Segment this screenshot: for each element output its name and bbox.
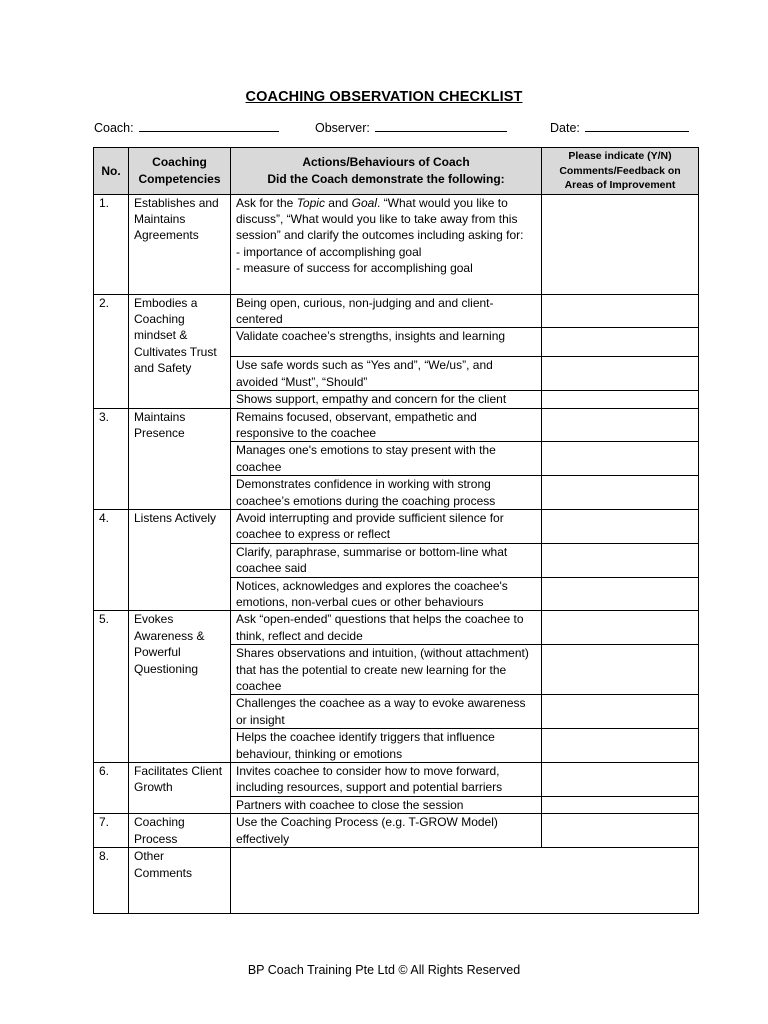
- action-text: Ask for the: [236, 195, 297, 210]
- feedback-cell[interactable]: [542, 194, 699, 294]
- observer-field[interactable]: [315, 119, 507, 135]
- action-bullet: - importance of accomplishing goal: [236, 244, 422, 259]
- table-header-row: [94, 148, 699, 195]
- section-number: 7.: [94, 814, 129, 848]
- date-blank-line[interactable]: [585, 119, 689, 132]
- table-row: [94, 611, 699, 645]
- section-number: 4.: [94, 509, 129, 610]
- action-topic-italic: Topic: [296, 195, 325, 210]
- document-title: COACHING OBSERVATION CHECKLIST: [245, 89, 523, 105]
- action-cell: Challenges the coachee as a way to evoke awareness or insight: [231, 695, 542, 729]
- action-goal-italic: Goal: [351, 195, 378, 210]
- coach-label: Coach:: [94, 121, 134, 135]
- table-row: [94, 814, 699, 848]
- other-comments-cell[interactable]: [231, 848, 699, 914]
- action-cell: Use the Coaching Process (e.g. T-GROW Model) effectively: [231, 814, 542, 848]
- table-row: [94, 194, 699, 294]
- feedback-cell[interactable]: [542, 729, 699, 763]
- feedback-cell[interactable]: [542, 509, 699, 543]
- action-cell: Avoid interrupting and provide sufficient silence for coachee to express or reflect: [231, 509, 542, 543]
- feedback-cell[interactable]: [542, 357, 699, 391]
- section-number: 8.: [94, 848, 129, 914]
- table-row: [94, 848, 699, 914]
- footer-copyright: BP Coach Training Pte Ltd © All Rights Reserved: [247, 963, 521, 977]
- action-cell: Notices, acknowledges and explores the coachee's emotions, non-verbal cues or other behaviours: [231, 577, 542, 611]
- competency-cell: Maintains Presence: [129, 408, 231, 509]
- checklist-table: [93, 147, 699, 914]
- feedback-cell[interactable]: [542, 577, 699, 611]
- feedback-cell[interactable]: [542, 814, 699, 848]
- feedback-cell[interactable]: [542, 796, 699, 813]
- header-no: No.: [94, 148, 129, 195]
- table-row: [94, 408, 699, 442]
- date-label: Date:: [550, 121, 580, 135]
- feedback-cell[interactable]: [542, 695, 699, 729]
- date-field[interactable]: [550, 119, 689, 135]
- header-actions-line1: Actions/Behaviours of Coach: [302, 155, 470, 170]
- feedback-cell[interactable]: [542, 442, 699, 476]
- action-cell: Demonstrates confidence in working with strong coachee’s emotions during the coaching process: [231, 476, 542, 510]
- feedback-cell[interactable]: [542, 645, 699, 695]
- action-cell: Validate coachee’s strengths, insights and learning: [231, 328, 542, 357]
- competency-cell: Evokes Awareness & Powerful Questioning: [129, 611, 231, 763]
- competency-cell: Establishes and Maintains Agreements: [129, 194, 231, 294]
- action-cell: Being open, curious, non-judging and and client-centered: [231, 294, 542, 328]
- section-number: 3.: [94, 408, 129, 509]
- section-number: 6.: [94, 763, 129, 814]
- coach-blank-line[interactable]: [139, 119, 279, 132]
- feedback-cell[interactable]: [542, 476, 699, 510]
- feedback-cell[interactable]: [542, 328, 699, 357]
- table-row: [94, 509, 699, 543]
- feedback-cell[interactable]: [542, 543, 699, 577]
- header-actions-line2: Did the Coach demonstrate the following:: [267, 171, 505, 186]
- action-cell: Clarify, paraphrase, summarise or bottom-line what coachee said: [231, 543, 542, 577]
- action-cell: Partners with coachee to close the session: [231, 796, 542, 813]
- action-cell: Manages one's emotions to stay present with the coachee: [231, 442, 542, 476]
- action-cell: Helps the coachee identify triggers that influence behaviour, thinking or emotions: [231, 729, 542, 763]
- feedback-cell[interactable]: [542, 611, 699, 645]
- competency-cell: Facilitates Client Growth: [129, 763, 231, 814]
- section-number: 2.: [94, 294, 129, 408]
- action-cell: [231, 194, 542, 294]
- action-text: . “What would you like to discuss”, “What would you like to take away from this session” and clarify the outcomes including asking for:: [236, 195, 524, 243]
- observer-label: Observer:: [315, 121, 370, 135]
- section-number: 1.: [94, 194, 129, 294]
- action-cell: Use safe words such as “Yes and”, “We/us”, and avoided “Must”, “Should”: [231, 357, 542, 391]
- competency-cell: Embodies a Coaching mindset & Cultivates Trust and Safety: [129, 294, 231, 408]
- action-bullet: - measure of success for accomplishing goal: [236, 261, 473, 276]
- table-row: [94, 294, 699, 328]
- observer-blank-line[interactable]: [375, 119, 507, 132]
- competency-cell: Listens Actively: [129, 509, 231, 610]
- feedback-cell[interactable]: [542, 391, 699, 408]
- feedback-cell[interactable]: [542, 763, 699, 797]
- header-competencies: Coaching Competencies: [129, 148, 231, 195]
- action-cell: Ask “open-ended” questions that helps the coachee to think, reflect and decide: [231, 611, 542, 645]
- action-cell: Shows support, empathy and concern for the client: [231, 391, 542, 408]
- header-actions: [231, 148, 542, 195]
- action-cell: Invites coachee to consider how to move forward, including resources, support and potential barriers: [231, 763, 542, 797]
- section-number: 5.: [94, 611, 129, 763]
- competency-cell: Other Comments: [129, 848, 231, 914]
- feedback-cell[interactable]: [542, 294, 699, 328]
- action-cell: Shares observations and intuition, (without attachment) that has the potential to create new learning for the coachee: [231, 645, 542, 695]
- competency-cell: Coaching Process: [129, 814, 231, 848]
- action-text: and: [324, 195, 352, 210]
- table-row: [94, 763, 699, 797]
- feedback-cell[interactable]: [542, 408, 699, 442]
- coach-field[interactable]: [94, 119, 279, 135]
- action-cell: Remains focused, observant, empathetic and responsive to the coachee: [231, 408, 542, 442]
- header-indicate: Please indicate (Y/N) Comments/Feedback on Areas of Improvement: [542, 148, 699, 195]
